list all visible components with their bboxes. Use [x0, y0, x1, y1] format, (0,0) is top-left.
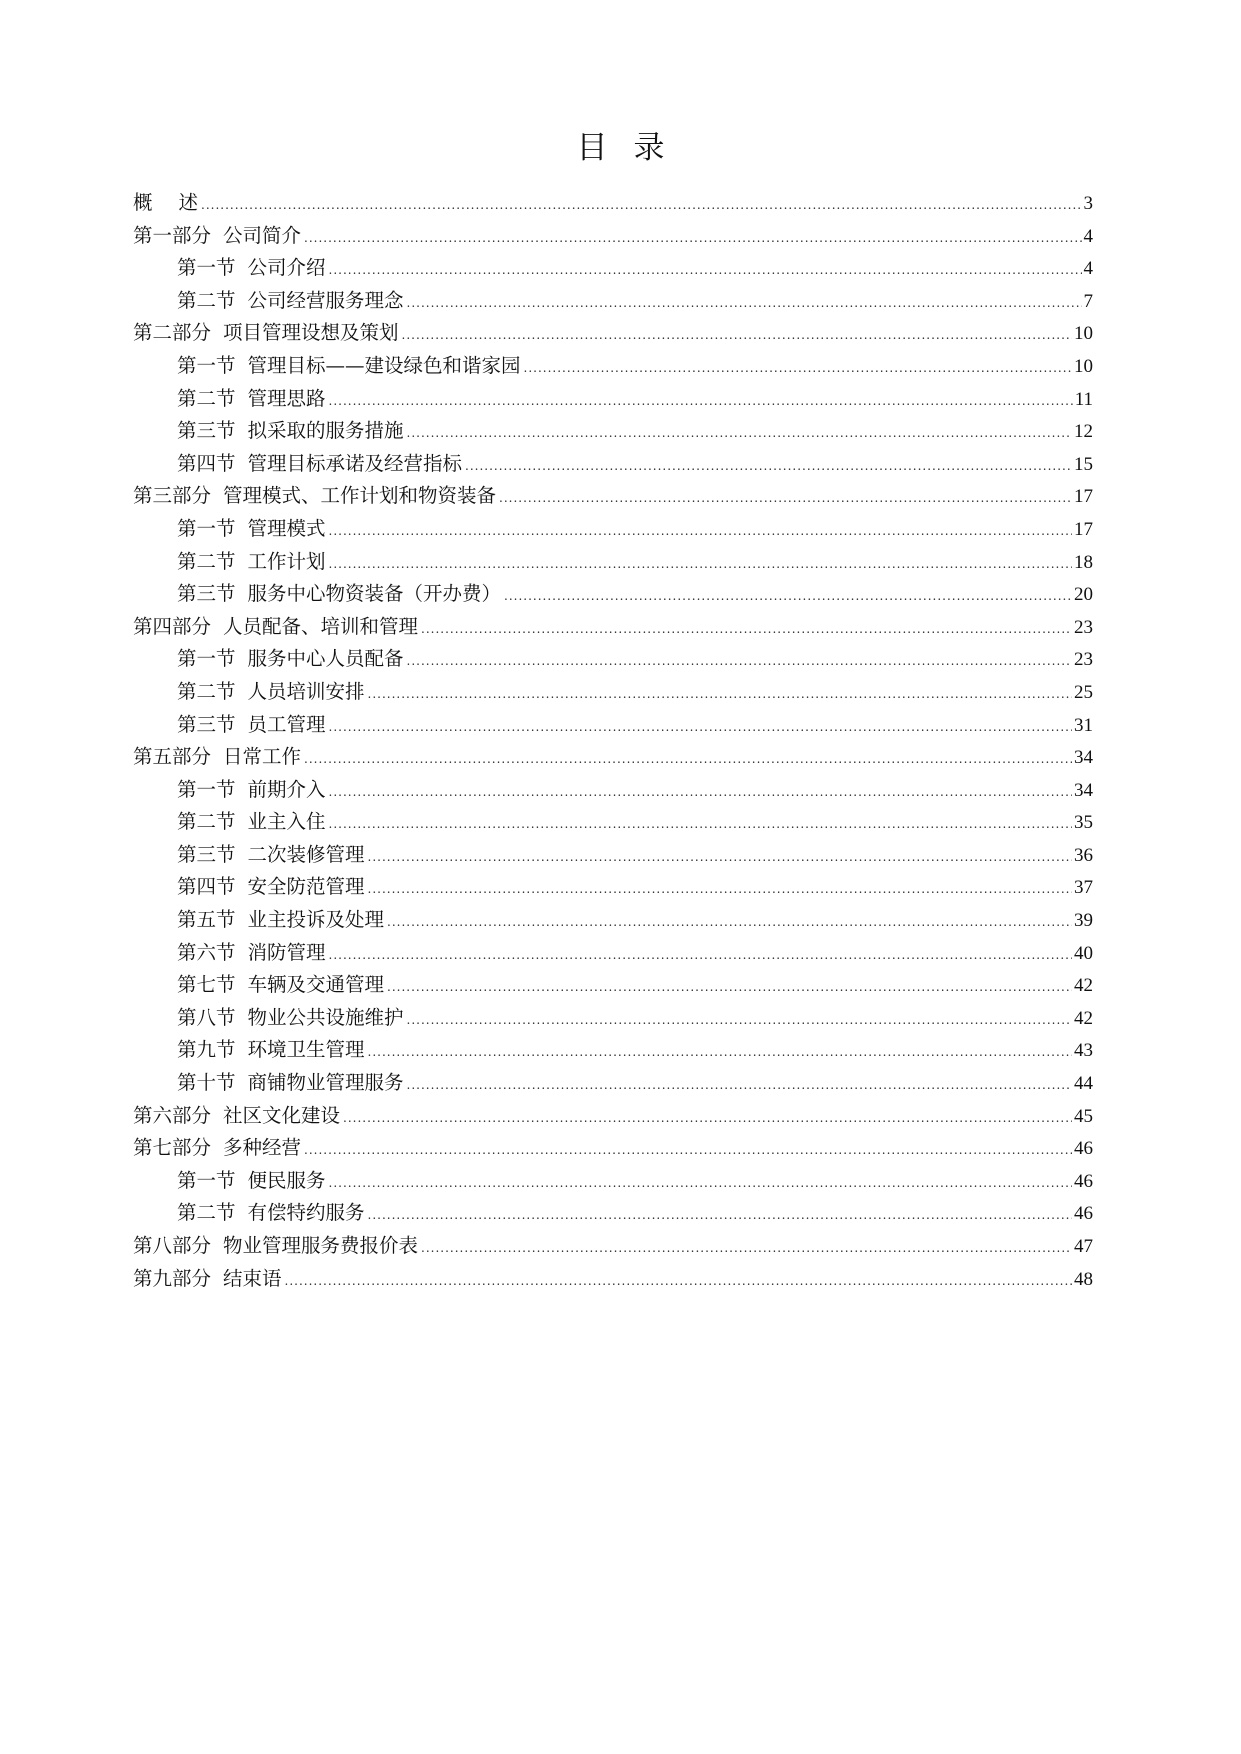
toc-entry-number: 第九节 — [177, 1038, 236, 1062]
toc-entry-section[interactable] — [133, 806, 1093, 839]
dot-leader — [387, 906, 1072, 939]
toc-entry-label: 前期介入 — [247, 777, 326, 801]
toc-entry-label: 公司简介 — [223, 223, 302, 247]
toc-entry-label: 述 — [178, 191, 199, 214]
toc-entry-label: 社区文化建设 — [223, 1103, 341, 1127]
toc-entry-label: 商铺物业管理服务 — [247, 1071, 404, 1095]
toc-entry-number: 第七部分 — [133, 1136, 212, 1160]
toc-entry-page-number: 10 — [1074, 323, 1093, 345]
toc-entry-label: 车辆及交通管理 — [247, 973, 385, 997]
toc-entry-section[interactable] — [133, 1002, 1093, 1035]
dot-leader — [329, 808, 1072, 841]
toc-entry-label: 管理目标承诺及经营指标 — [247, 451, 463, 475]
toc-entry-label: 环境卫生管理 — [247, 1038, 365, 1062]
toc-entry-label: 多种经营 — [223, 1136, 302, 1160]
dot-leader — [407, 1004, 1072, 1037]
dot-leader — [304, 1134, 1072, 1167]
dot-leader — [407, 417, 1072, 450]
toc-entry-number: 第一节 — [177, 516, 236, 540]
dot-leader — [524, 352, 1072, 385]
toc-entry-number: 第五部分 — [133, 745, 212, 769]
toc-entry-label: 人员培训安排 — [247, 679, 365, 703]
toc-entry-number: 第一部分 — [133, 223, 212, 247]
toc-entry-page-number: 3 — [1083, 193, 1093, 214]
toc-entry-page-number: 43 — [1074, 1040, 1093, 1062]
toc-entry-page-number: 17 — [1074, 486, 1093, 508]
dot-leader — [343, 1102, 1072, 1135]
toc-entry-number: 第六节 — [177, 940, 236, 964]
toc-entry-section[interactable] — [133, 383, 1093, 416]
toc-entry-label: 管理模式、工作计划和物资装备 — [223, 484, 497, 508]
toc-entry-part[interactable] — [133, 480, 1093, 513]
toc-entry-section[interactable] — [133, 1197, 1093, 1230]
toc-entry-page-number: 46 — [1074, 1203, 1093, 1225]
toc-entry-part[interactable] — [133, 317, 1093, 350]
toc-entry-number: 第一节 — [177, 1168, 236, 1192]
toc-entry-label: 安全防范管理 — [247, 875, 365, 899]
dot-leader — [368, 678, 1072, 711]
dot-leader — [201, 189, 1081, 222]
toc-entry-page-number: 10 — [1074, 355, 1093, 377]
toc-entry-label: 公司介绍 — [247, 256, 326, 280]
toc-entry-number: 第四部分 — [133, 614, 212, 638]
toc-entry-page-number: 45 — [1074, 1105, 1093, 1127]
toc-entry-label: 项目管理设想及策划 — [223, 321, 399, 345]
toc-entry-number: 第三节 — [177, 582, 236, 606]
toc-entry-section[interactable] — [133, 937, 1093, 970]
toc-entry-label: 公司经营服务理念 — [247, 288, 404, 312]
toc-entry-number: 第三节 — [177, 419, 236, 443]
toc-entry-number: 第八部分 — [133, 1234, 212, 1257]
toc-entry-number: 第二节 — [177, 810, 236, 834]
dot-leader — [504, 580, 1072, 613]
toc-entry-part[interactable] — [133, 1100, 1093, 1133]
toc-entry-page-number: 42 — [1074, 1007, 1093, 1029]
toc-entry-number: 第六部分 — [133, 1103, 212, 1127]
toc-entry-section[interactable] — [133, 578, 1093, 611]
toc-entry-page-number: 46 — [1074, 1138, 1093, 1160]
dot-leader — [368, 1036, 1072, 1069]
toc-entry-page-number: 18 — [1074, 551, 1093, 573]
dot-leader — [407, 287, 1082, 320]
toc-entry-page-number: 4 — [1083, 225, 1093, 247]
toc-entry-part[interactable] — [133, 611, 1093, 644]
dot-leader — [407, 1069, 1072, 1102]
toc-entry-number: 第二节 — [177, 288, 236, 312]
toc-entry-label: 服务中心物资装备（开办费） — [247, 582, 502, 606]
toc-entry-number: 第五节 — [177, 908, 236, 932]
toc-entry-label: 管理思路 — [247, 386, 326, 410]
toc-entry-page-number: 23 — [1074, 649, 1093, 671]
dot-leader — [304, 743, 1072, 776]
toc-entry-label: 人员配备、培训和管理 — [223, 614, 419, 638]
toc-entry-page-number: 46 — [1074, 1170, 1093, 1192]
toc-entry-page-number: 35 — [1074, 812, 1093, 834]
dot-leader — [329, 711, 1072, 744]
toc-entry-number: 第二节 — [177, 549, 236, 573]
toc-entry-part[interactable] — [133, 1230, 1093, 1263]
toc-entry-page-number: 34 — [1074, 779, 1093, 801]
dot-leader — [499, 482, 1072, 515]
toc-entry-page-number: 7 — [1083, 290, 1093, 312]
table-of-contents — [133, 187, 1093, 1295]
toc-entry-section[interactable] — [133, 415, 1093, 448]
toc-entry-part[interactable] — [133, 741, 1093, 774]
dot-leader — [368, 1199, 1072, 1232]
toc-entry-number: 概 — [133, 191, 153, 214]
toc-entry-part[interactable] — [133, 1132, 1093, 1165]
toc-entry-section[interactable] — [133, 871, 1093, 904]
toc-entry-number: 第二节 — [177, 386, 236, 410]
dot-leader — [368, 873, 1072, 906]
toc-entry-section[interactable] — [133, 546, 1093, 579]
toc-entry-number: 第三节 — [177, 712, 236, 736]
toc-entry-page-number: 47 — [1074, 1236, 1093, 1257]
toc-entry-label: 物业管理服务费报价表 — [223, 1234, 419, 1257]
dot-leader — [329, 515, 1072, 548]
toc-entry-section[interactable] — [133, 513, 1093, 546]
toc-entry-page-number: 4 — [1083, 258, 1093, 280]
dot-leader — [421, 1232, 1072, 1265]
dot-leader — [329, 254, 1082, 287]
toc-entry-label: 业主入住 — [247, 810, 326, 834]
toc-entry-section[interactable] — [133, 448, 1093, 481]
toc-entry-part[interactable] — [133, 220, 1093, 253]
dot-leader — [407, 645, 1072, 678]
toc-entry-page-number: 36 — [1074, 844, 1093, 866]
toc-entry-page-number: 48 — [1074, 1268, 1093, 1290]
dot-leader — [387, 971, 1072, 1004]
toc-entry-section[interactable] — [133, 643, 1093, 676]
toc-entry-number: 第四节 — [177, 875, 236, 899]
toc-entry-label: 二次装修管理 — [247, 842, 365, 866]
toc-entry-number: 第二节 — [177, 1201, 236, 1225]
toc-entry-number: 第二节 — [177, 679, 236, 703]
toc-entry-page-number: 44 — [1074, 1073, 1093, 1095]
toc-entry-section[interactable] — [133, 676, 1093, 709]
toc-entry-section[interactable] — [133, 839, 1093, 872]
dot-leader — [329, 939, 1072, 972]
toc-entry-page-number: 11 — [1074, 388, 1093, 410]
dot-leader — [465, 450, 1072, 483]
toc-entry-section[interactable] — [133, 904, 1093, 937]
toc-entry-page-number: 39 — [1074, 910, 1093, 932]
toc-entry-page-number: 17 — [1074, 518, 1093, 540]
dot-leader — [329, 385, 1073, 418]
dot-leader — [329, 1167, 1072, 1200]
dot-leader — [304, 222, 1081, 255]
toc-entry-number: 第一节 — [177, 353, 236, 377]
toc-entry-label: 管理模式 — [247, 516, 326, 540]
toc-entry-label: 有偿特约服务 — [247, 1201, 365, 1225]
toc-entry-label: 业主投诉及处理 — [247, 908, 385, 932]
toc-entry-section[interactable] — [133, 1034, 1093, 1067]
dot-leader — [402, 319, 1072, 352]
toc-entry-number: 第四节 — [177, 451, 236, 475]
toc-entry-section[interactable] — [133, 709, 1093, 742]
toc-entry-label: 拟采取的服务措施 — [247, 419, 404, 443]
toc-entry-page-number: 37 — [1074, 877, 1093, 899]
toc-entry-number: 第三部分 — [133, 484, 212, 508]
toc-entry-label: 日常工作 — [223, 745, 302, 769]
toc-entry-page-number: 40 — [1074, 942, 1093, 964]
dot-leader — [368, 841, 1072, 874]
toc-entry-number: 第十节 — [177, 1071, 236, 1095]
toc-entry-label: 物业公共设施维护 — [247, 1005, 404, 1029]
dot-leader — [329, 776, 1072, 809]
toc-entry-section[interactable] — [133, 350, 1093, 383]
toc-entry-label: 消防管理 — [247, 940, 326, 964]
toc-entry-label: 管理目标——建设绿色和谐家园 — [247, 353, 521, 377]
toc-entry-label: 便民服务 — [247, 1168, 326, 1192]
toc-entry-section[interactable] — [133, 252, 1093, 285]
toc-entry-label: 员工管理 — [247, 712, 326, 736]
toc-entry-number: 第三节 — [177, 842, 236, 866]
toc-entry-page-number: 25 — [1074, 681, 1093, 703]
toc-entry-page-number: 12 — [1074, 421, 1093, 443]
dot-leader — [329, 548, 1072, 581]
dot-leader — [421, 613, 1072, 646]
toc-entry-section[interactable] — [133, 969, 1093, 1002]
toc-entry-number: 第一节 — [177, 777, 236, 801]
toc-entry-page-number: 20 — [1074, 584, 1093, 606]
toc-entry-part[interactable] — [133, 1263, 1093, 1296]
toc-entry-section[interactable] — [133, 1067, 1093, 1100]
toc-entry-section[interactable] — [133, 774, 1093, 807]
toc-entry-number: 第一节 — [177, 256, 236, 280]
toc-entry-section[interactable] — [133, 1165, 1093, 1198]
toc-entry-section[interactable] — [133, 285, 1093, 318]
page-title: 目录 — [576, 130, 691, 166]
toc-entry-label: 服务中心人员配备 — [247, 647, 404, 671]
toc-entry-label: 工作计划 — [247, 549, 326, 573]
toc-entry-number: 第七节 — [177, 973, 236, 997]
toc-entry-number: 第八节 — [177, 1005, 236, 1029]
toc-entry-part[interactable] — [133, 187, 1093, 220]
toc-entry-number: 第九部分 — [133, 1266, 212, 1290]
toc-entry-page-number: 34 — [1074, 747, 1093, 769]
toc-entry-page-number: 15 — [1074, 453, 1093, 475]
toc-entry-page-number: 23 — [1074, 616, 1093, 638]
toc-entry-label: 结束语 — [223, 1266, 282, 1290]
toc-entry-page-number: 31 — [1074, 714, 1093, 736]
toc-entry-number: 第一节 — [177, 647, 236, 671]
toc-entry-page-number: 42 — [1074, 975, 1093, 997]
dot-leader — [285, 1265, 1072, 1298]
toc-entry-number: 第二部分 — [133, 321, 212, 345]
